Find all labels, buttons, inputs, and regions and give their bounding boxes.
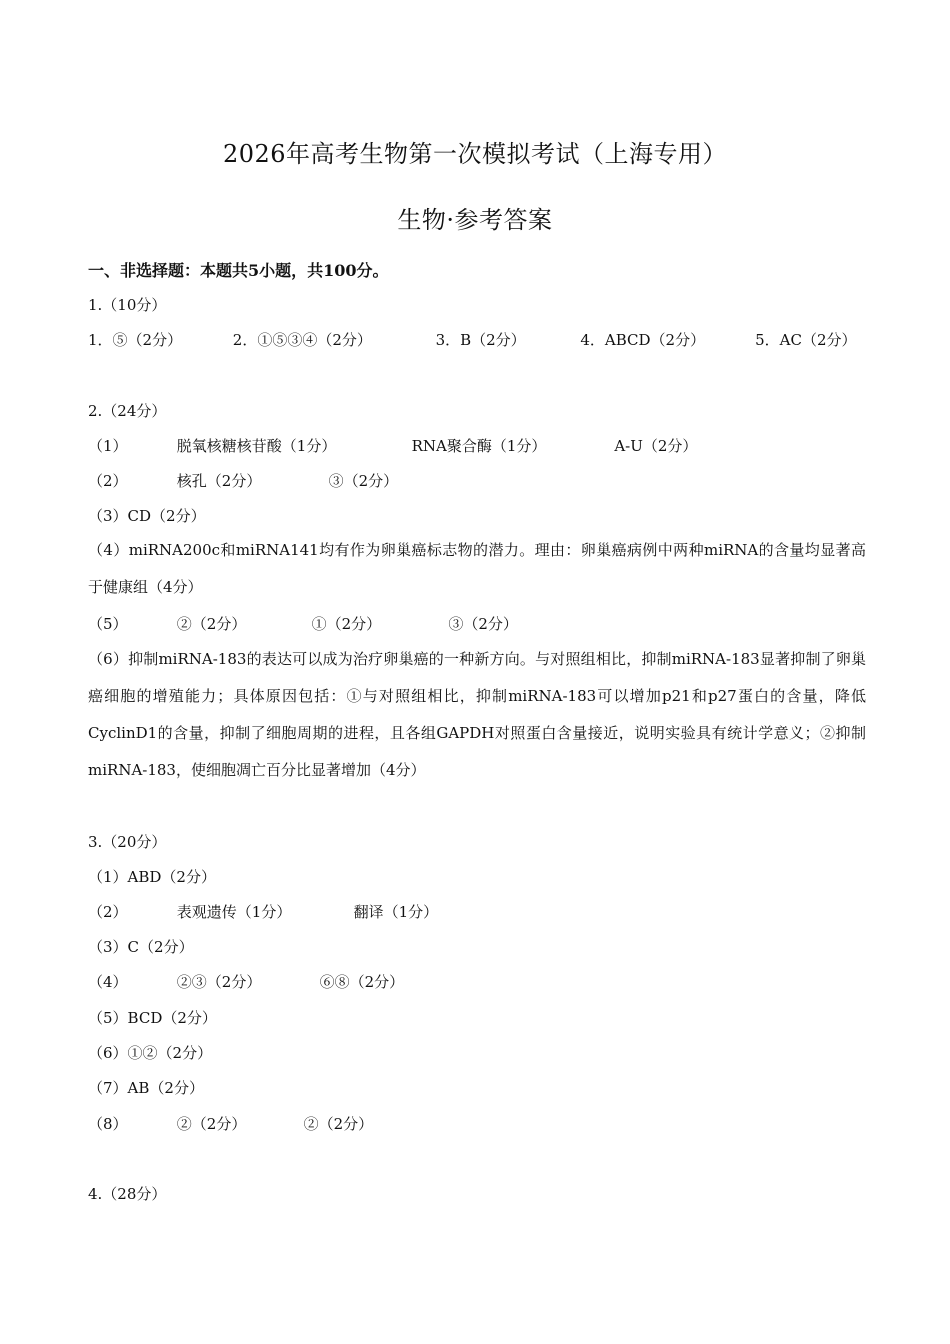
q1-answer-5: 5．AC（2分） xyxy=(755,331,857,349)
q2-part-5-label: （5） xyxy=(88,615,128,633)
q2-part-1-b: RNA聚合酶（1分） xyxy=(411,437,547,455)
q2-part-2-b: ③（2分） xyxy=(328,472,399,490)
q4-header: 4.（28分） xyxy=(88,1185,167,1203)
document-subtitle: 生物·参考答案 xyxy=(397,206,553,234)
q3-part-8-b: ②（2分） xyxy=(303,1115,374,1133)
q1-answer-1: 1．⑤（2分） xyxy=(88,331,183,349)
q1-answer-3: 3．B（2分） xyxy=(435,331,526,349)
q2-part-3: （3）CD（2分） xyxy=(88,507,206,525)
q2-part-1-label: （1） xyxy=(88,437,128,455)
q1-header: 1.（10分） xyxy=(88,296,167,314)
q3-part-7: （7）AB（2分） xyxy=(88,1079,204,1097)
q3-part-3: （3）C（2分） xyxy=(88,938,194,956)
q3-part-4-label: （4） xyxy=(88,973,128,991)
q2-part-5-c: ③（2分） xyxy=(448,615,518,633)
q2-part-4: （4）miRNA200c和miRNA141均有作为卵巢癌标志物的潜力。理由：卵巢癌病例中两种miRNA的含量均显著高于健康组（4分） xyxy=(88,541,866,596)
q3-part-2-a: 表观遗传（1分） xyxy=(176,903,292,921)
q3-part-1: （1）ABD（2分） xyxy=(88,868,216,886)
q2-part-5-b: ①（2分） xyxy=(311,615,382,633)
section-heading: 一、非选择题：本题共5小题，共100分。 xyxy=(88,261,389,280)
q3-part-8-a: ②（2分） xyxy=(176,1115,247,1133)
q2-part-2-label: （2） xyxy=(88,472,128,490)
q2-part-1-c: A-U（2分） xyxy=(614,437,698,455)
q1-answers xyxy=(88,329,857,350)
q3-header: 3.（20分） xyxy=(88,833,167,851)
q2-part-5 xyxy=(88,613,518,634)
q3-part-2-b: 翻译（1分） xyxy=(353,903,439,921)
q3-part-6: （6）①②（2分） xyxy=(88,1044,213,1062)
q3-part-2-label: （2） xyxy=(88,903,128,921)
q3-part-4 xyxy=(88,971,404,992)
document-title: 2026年高考生物第一次模拟考试（上海专用） xyxy=(222,140,728,168)
q2-part-2 xyxy=(88,470,398,491)
q2-part-5-a: ②（2分） xyxy=(176,615,247,633)
q3-part-8 xyxy=(88,1113,373,1134)
q2-part-6: （6）抑制miRNA-183的表达可以成为治疗卵巢癌的一种新方向。与对照组相比，抑制miRNA-183显著抑制了卵巢癌细胞的增殖能力；具体原因包括：①与对照组相比，抑制miRNA-183可以增加p21和p27蛋白的含量，降低CyclinD1的含量，抑制了细胞周期的进程，且各组GAPDH对照蛋白含量接近，说明实验具有统计学意义；②抑制miRNA-183，使细胞凋亡百分比显著增加（4分） xyxy=(88,650,866,779)
q3-part-4-a: ②③（2分） xyxy=(176,973,262,991)
q2-part-1 xyxy=(88,435,697,456)
q1-answer-4: 4．ABCD（2分） xyxy=(580,331,706,349)
q2-part-2-a: 核孔（2分） xyxy=(176,472,262,490)
q3-part-5: （5）BCD（2分） xyxy=(88,1009,217,1027)
q3-part-8-label: （8） xyxy=(88,1115,128,1133)
q3-part-4-b: ⑥⑧（2分） xyxy=(319,973,405,991)
q1-answer-2: 2．①⑤③④（2分） xyxy=(232,331,372,349)
q2-part-1-a: 脱氧核糖核苷酸（1分） xyxy=(176,437,337,455)
q2-header: 2.（24分） xyxy=(88,402,167,420)
q3-part-2 xyxy=(88,901,438,922)
